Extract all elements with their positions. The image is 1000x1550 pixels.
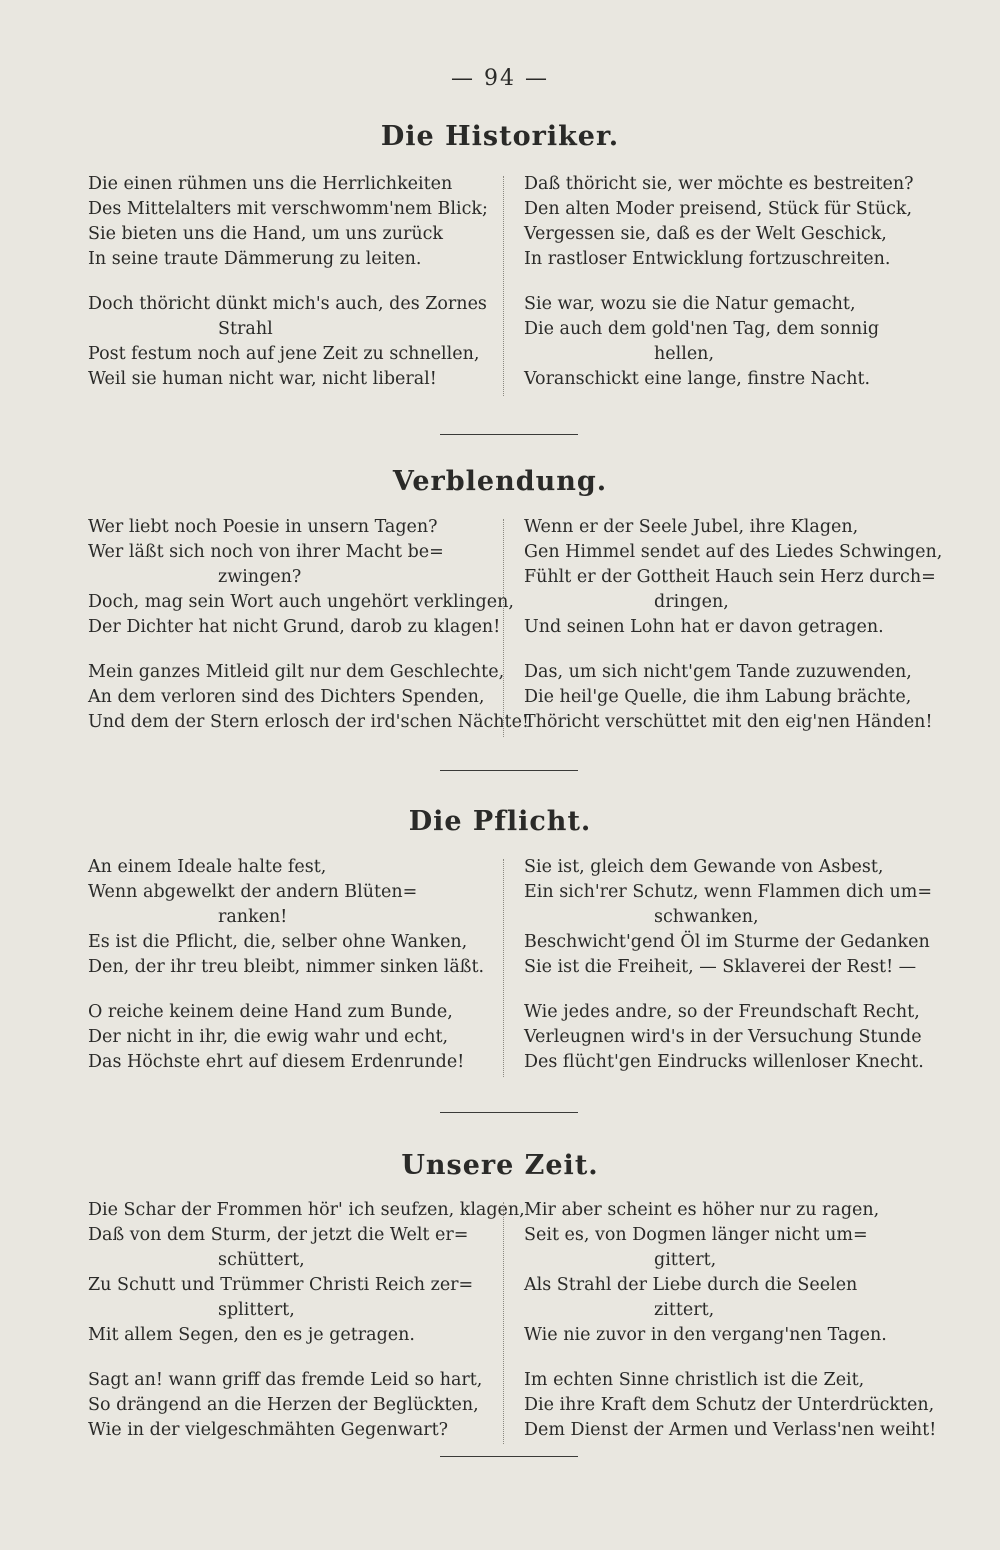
verse-line: Die Schar der Frommen hör' ich seufzen, klagen,	[88, 1200, 525, 1220]
verse-line: Strahl	[218, 319, 273, 339]
verse-line: Des Mittelalters mit verschwomm'nem Blick;	[88, 199, 488, 219]
verse-line: Sie ist die Freiheit, — Sklaverei der Rest! —	[524, 957, 917, 977]
verse-line: Vergessen sie, daß es der Welt Geschick,	[524, 224, 887, 244]
verse-line: Daß von dem Sturm, der jetzt die Welt er=	[88, 1225, 469, 1245]
verse-line: Die ihre Kraft dem Schutz der Unterdrückten,	[524, 1395, 935, 1415]
verse-line: dringen,	[654, 592, 729, 612]
verse-line: So drängend an die Herzen der Beglückten,	[88, 1395, 479, 1415]
poem-left-column	[88, 172, 488, 392]
separator-rule	[440, 1112, 578, 1113]
page-number: — 94 —	[451, 66, 549, 91]
poem-right-column	[524, 855, 932, 1075]
verse-line: Mit allem Segen, den es je getragen.	[88, 1325, 415, 1345]
verse-line: Voranschickt eine lange, finstre Nacht.	[524, 369, 871, 389]
verse-line: An dem verloren sind des Dichters Spenden,	[88, 687, 485, 707]
verse-line: Den, der ihr treu bleibt, nimmer sinken läßt.	[88, 957, 485, 977]
stanza-gap	[88, 640, 529, 660]
verse-line: Weil sie human nicht war, nicht liberal!	[88, 369, 437, 389]
verse-line: Ein sich'rer Schutz, wenn Flammen dich um=	[524, 882, 932, 902]
verse-line: Den alten Moder preisend, Stück für Stück,	[524, 199, 913, 219]
verse-line: schwanken,	[654, 907, 759, 927]
verse-line: Die einen rühmen uns die Herrlichkeiten	[88, 174, 453, 194]
verse-line: In rastloser Entwicklung fortzuschreiten.	[524, 249, 891, 269]
verse-line: Wer läßt sich noch von ihrer Macht be=	[88, 542, 444, 562]
verse-line: Verleugnen wird's in der Versuchung Stunde	[524, 1027, 922, 1047]
verse-line: Post festum noch auf jene Zeit zu schnellen,	[88, 344, 480, 364]
verse-line: hellen,	[654, 344, 715, 364]
poem-title: Verblendung.	[392, 466, 608, 497]
verse-line: Dem Dienst der Armen und Verlass'nen weiht!	[524, 1420, 937, 1440]
stanza-gap	[524, 980, 932, 1000]
verse-line: splittert,	[218, 1300, 295, 1320]
verse-line: Des flücht'gen Eindrucks willenloser Knecht.	[524, 1052, 924, 1072]
verse-line: Beschwicht'gend Öl im Sturme der Gedanken	[524, 932, 930, 952]
column-divider	[503, 519, 510, 737]
separator-rule	[440, 1456, 578, 1457]
verse-line: Seit es, von Dogmen länger nicht um=	[524, 1225, 868, 1245]
verse-line: Sagt an! wann griff das fremde Leid so hart,	[88, 1370, 483, 1390]
verse-line: Wie jedes andre, so der Freundschaft Recht,	[524, 1002, 920, 1022]
column-divider	[503, 176, 510, 396]
verse-line: schüttert,	[218, 1250, 305, 1270]
verse-line: Doch thöricht dünkt mich's auch, des Zornes	[88, 294, 487, 314]
verse-line: Als Strahl der Liebe durch die Seelen	[524, 1275, 858, 1295]
verse-line: Mein ganzes Mitleid gilt nur dem Geschlechte,	[88, 662, 505, 682]
poem-left-column	[88, 855, 484, 1075]
verse-line: Wer liebt noch Poesie in unsern Tagen?	[88, 517, 438, 537]
stanza-gap	[88, 1348, 525, 1368]
verse-line: Im echten Sinne christlich ist die Zeit,	[524, 1370, 865, 1390]
poem-right-column	[524, 172, 914, 392]
verse-line: Gen Himmel sendet auf des Liedes Schwingen,	[524, 542, 943, 562]
verse-line: Und dem der Stern erlosch der ird'schen Nächte!	[88, 712, 529, 732]
column-divider	[503, 859, 510, 1077]
verse-line: Die heil'ge Quelle, die ihm Labung brächte,	[524, 687, 912, 707]
poem-title: Unsere Zeit.	[401, 1150, 599, 1181]
poem-title: Die Historiker.	[380, 121, 620, 152]
verse-line: Sie war, wozu sie die Natur gemacht,	[524, 294, 856, 314]
verse-line: Das Höchste ehrt auf diesem Erdenrunde!	[88, 1052, 465, 1072]
verse-line: In seine traute Dämmerung zu leiten.	[88, 249, 422, 269]
verse-line: Daß thöricht sie, wer möchte es bestreiten?	[524, 174, 914, 194]
stanza-gap	[524, 272, 914, 292]
verse-line: Das, um sich nicht'gem Tande zuzuwenden,	[524, 662, 912, 682]
poem-right-column	[524, 515, 942, 735]
verse-line: O reiche keinem deine Hand zum Bunde,	[88, 1002, 453, 1022]
verse-line: zwingen?	[218, 567, 302, 587]
verse-line: Fühlt er der Gottheit Hauch sein Herz durch=	[524, 567, 936, 587]
verse-line: Zu Schutt und Trümmer Christi Reich zer=	[88, 1275, 474, 1295]
verse-line: zittert,	[654, 1300, 715, 1320]
separator-rule	[440, 434, 578, 435]
verse-line: Doch, mag sein Wort auch ungehört verklingen,	[88, 592, 514, 612]
poem-right-column	[524, 1198, 936, 1443]
verse-line: An einem Ideale halte fest,	[88, 857, 327, 877]
column-divider	[503, 1202, 510, 1444]
verse-line: gittert,	[654, 1250, 717, 1270]
verse-line: Sie bieten uns die Hand, um uns zurück	[88, 224, 444, 244]
verse-line: Thöricht verschüttet mit den eig'nen Händen!	[524, 712, 933, 732]
verse-line: Die auch dem gold'nen Tag, dem sonnig	[524, 319, 880, 339]
verse-line: Wenn er der Seele Jubel, ihre Klagen,	[524, 517, 859, 537]
stanza-gap	[88, 272, 488, 292]
verse-line: Und seinen Lohn hat er davon getragen.	[524, 617, 884, 637]
verse-line: Wenn abgewelkt der andern Blüten=	[88, 882, 418, 902]
verse-line: Der nicht in ihr, die ewig wahr und echt,	[88, 1027, 449, 1047]
verse-line: Wie in der vielgeschmähten Gegenwart?	[88, 1420, 449, 1440]
stanza-gap	[524, 640, 942, 660]
poem-left-column	[88, 515, 529, 735]
verse-line: ranken!	[218, 907, 288, 927]
separator-rule	[440, 770, 578, 771]
poem-left-column	[88, 1198, 525, 1443]
verse-line: Sie ist, gleich dem Gewande von Asbest,	[524, 857, 884, 877]
verse-line: Wie nie zuvor in den vergang'nen Tagen.	[524, 1325, 887, 1345]
stanza-gap	[88, 980, 484, 1000]
poem-title: Die Pflicht.	[408, 806, 592, 837]
verse-line: Es ist die Pflicht, die, selber ohne Wanken,	[88, 932, 468, 952]
verse-line: Mir aber scheint es höher nur zu ragen,	[524, 1200, 880, 1220]
stanza-gap	[524, 1348, 936, 1368]
verse-line: Der Dichter hat nicht Grund, darob zu klagen!	[88, 617, 501, 637]
